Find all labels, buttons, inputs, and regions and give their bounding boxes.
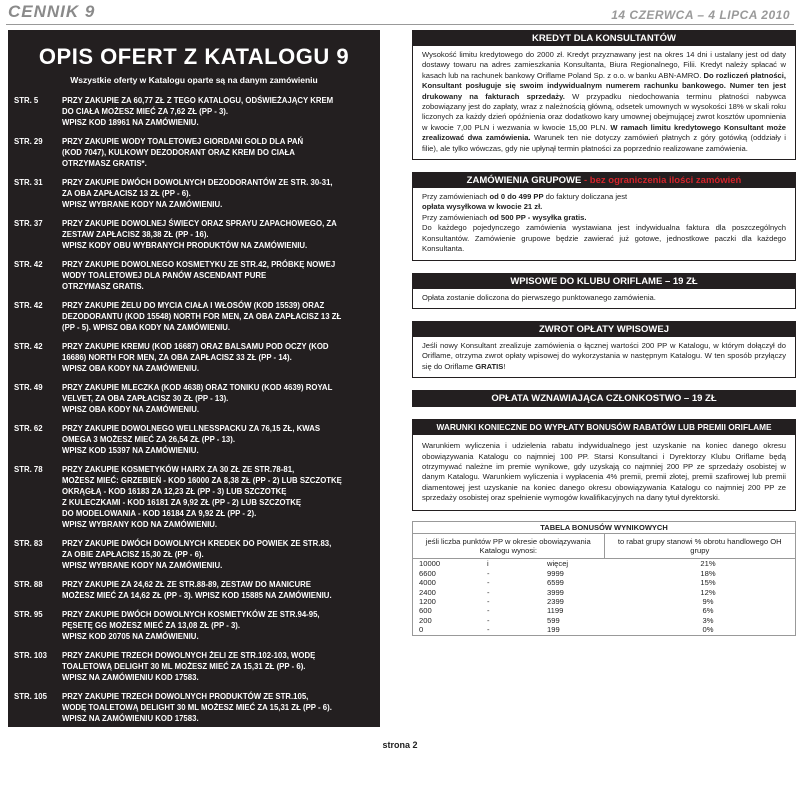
bonus-table-header-points: jeśli liczba punktów PP w okresie obowiązywania Katalogu wynosi: [413,534,604,559]
offer-item [14,259,372,292]
bonus-percent: 12% [700,587,716,597]
offer-text: PRZY ZAKUPIE KREMU (KOD 16687) ORAZ BALSAMU POD OCZY (KOD 16686) NORTH FOR MEN, ZA OBA ZAPŁACISZ 33 ZŁ (PP - 14). WPISZ OBA KODY NA ZAMÓWIENIU. [62,342,329,373]
table-row [413,616,795,625]
offer-text: PRZY ZAKUPIE DOWOLNEJ ŚWIECY ORAZ SPRAYU ZAPACHOWEGO, ZA ZESTAW ZAPŁACISZ 38,38 ZŁ (PP - 16). WPISZ KODY OBU WYBRANYCH PRODUKTÓW NA ZAMÓWIENIU. [62,219,337,250]
credit-p2: W przypadku niedochowania terminu płatności nabywca zobowiązany jest do zapłaty, wraz z należnością główną, odsetek umownych w wysokości 18% w skali roku liczonych za każdy dzień opóźnienia oraz dodatkowo kary umownej obejmującej zwrot kosztów upomnienia w kwocie 7,00 PLN i wezwania w kwocie 15,00 PLN. [422,91,786,132]
bonus-percent: 3% [702,615,714,625]
offer-text: PRZY ZAKUPIE DWÓCH DOWOLNYCH KOSMETYKÓW ZE STR.94-95, PĘSETĘ GG MOŻESZ MIEĆ ZA 13,08 ZŁ (PP - 3). WPISZ KOD 20705 NA ZAMÓWIENIU. [62,610,320,641]
offer-page: STR. 42 [14,260,43,269]
offer-item [14,218,372,251]
offer-page: STR. 105 [14,692,47,701]
bonus-conditions-section [412,419,796,510]
offer-page: STR. 83 [14,539,43,548]
offer-item [14,136,372,169]
renewal-fee-section [412,390,796,407]
group-orders-text [413,188,795,259]
offer-text: PRZY ZAKUPIE TRZECH DOWOLNYCH ŻELI ZE STR.102-103, WODĘ TOALETOWĄ DELIGHT 30 ML MOŻESZ MIEĆ ZA 15,31 ZŁ (PP - 6). WPISZ NA ZAMÓWIENIU KOD 17583. [62,651,316,682]
table-row [413,606,795,615]
credit-bold-1: Do rozliczeń płatności, Konsultant posługuje się swoim indywidualnym numerem rachunku bankowego. Numer ten jest drukowany na fakturach sprzedaży. [422,70,787,101]
credit-text [413,46,795,159]
offer-text: PRZY ZAKUPIE DOWOLNEGO WELLNESSPACKU ZA 76,15 ZŁ, KWAS OMEGA 3 MOŻESZ MIEĆ ZA 26,54 ZŁ (PP - 13). WPISZ KOD 15397 NA ZAMÓWIENIU. [62,424,321,455]
offer-item [14,300,372,333]
renewal-fee-title: OPŁATA WZNAWIAJĄCA CZŁONKOSTWO – 19 ZŁ [413,391,795,406]
credit-title: KREDYT DLA KONSULTANTÓW [413,31,795,46]
table-row [413,559,795,568]
offer-page: STR. 103 [14,651,47,660]
bonus-points-to: 3999 [547,587,564,597]
offer-text: PRZY ZAKUPIE TRZECH DOWOLNYCH KOSMETYKÓW WINOGRONO- WYCH ZE STR.106-107, WODĘ TOALETOWĄ DELIGHT 30 ML MOŻESZ MIEĆ ZA 15,31 ZŁ (PP - 6). WPISZ NA ZAMÓWIENIU KOD 17583. [62,733,345,764]
offer-text: PRZY ZAKUPIE KOSMETYKÓW HAIRX ZA 30 ZŁ ZE STR.78-81, MOŻESZ MIEĆ: GRZEBIEŃ - KOD 16000 ZA 8,38 ZŁ (PP - 2) LUB SZCZOTKĘ OKRĄGŁĄ - KOD 16183 ZA 12,23 ZŁ (PP - 3) LUB SZCZOTKĘ Z KULECZKAMI - KOD 16181 ZA 9,92 ZŁ (PP - 2) LUB SZCZOTKĘ DO MODELOWANIA - KOD 16184 ZA 9,92 ZŁ (PP - 2). WPISZ WYBRANY KOD NA ZAMÓWIENIU. [62,465,342,529]
bonus-points-from: 200 [419,615,432,625]
bonus-points-separator: i [487,559,489,569]
offer-page: STR. 88 [14,580,43,589]
entry-fee-section [412,273,796,309]
offer-page: STR. 37 [14,219,43,228]
bonus-table-rows [413,559,795,634]
bonus-percent: 6% [702,606,714,616]
offer-page: STR. 5 [14,96,39,105]
offers-subheading: Wszystkie oferty w Katalogu oparte są na danym zamówieniu [70,75,318,85]
offer-page: STR. 42 [14,301,43,310]
offer-item [14,177,372,210]
catalog-dates: 14 CZERWCA – 4 LIPCA 2010 [611,8,790,22]
group-orders-title [413,173,795,188]
credit-p1: Wysokość limitu kredytowego do 2000 zł. Kredyt przyznawany jest na okres 14 dni i ustalany jest od daty dostawy towaru na adres zamieszkania Konsultanta, Biura Regionalnego, Filii. Kredyt należy spłacać w kasach lub na rachunek bankowy Oriflame Poland Sp. z o.o. w banku ABN-AMRO. [422,50,786,80]
table-row [413,569,795,578]
bonus-points-to: 1199 [547,606,564,616]
offer-page: STR. 107 [14,733,47,742]
bonus-points-to: 599 [547,615,560,625]
offer-text: PRZY ZAKUPIE DOWOLNEGO KOSMETYKU ZE STR.42, PRÓBKĘ NOWEJ WODY TOALETOWEJ DLA PANÓW ASCENDANT PURE OTRZYMASZ GRATIS. [62,260,336,291]
bonus-conditions-title: WARUNKI KONIECZNE DO WYPŁATY BONUSÓW RABATÓW LUB PREMII ORIFLAME [413,420,795,435]
entry-fee-title: WPISOWE DO KLUBU ORIFLAME – 19 ZŁ [413,274,795,289]
offer-page: STR. 42 [14,342,43,351]
bonus-points-from: 4000 [419,578,436,588]
bonus-percent: 21% [700,559,716,569]
offer-page: STR. 95 [14,610,43,619]
offers-list [8,95,380,765]
bonus-points-separator: - [487,587,490,597]
info-column [412,30,796,636]
offer-page: STR. 29 [14,137,43,146]
bonus-points-from: 6600 [419,568,436,578]
bonus-percent: 9% [702,597,714,606]
offers-heading: OPIS OFERT Z KATALOGU 9 [38,44,350,69]
group-orders-line-2: opłata wysyłkowa w kwocie 21 zł. [422,202,543,212]
bonus-points-separator: - [487,568,490,578]
bonus-table-title: TABELA BONUSÓW WYNIKOWYCH [413,522,795,534]
credit-p3: Warunek ten nie dotyczy zamówień płatnych z góry gotówką (oddziały i filie), ale tylko wówczas, gdy nie upłynął termin płatności za poprzednio realizowane zamówienia. [422,133,786,153]
offer-text: PRZY ZAKUPIE DWÓCH DOWOLNYCH DEZODORANTÓW ZE STR. 30-31, ZA OBA ZAPŁACISZ 13 ZŁ (PP - 6). WPISZ WYBRANE KODY NA ZAMÓWIENIU. [62,178,333,209]
table-row [413,597,795,606]
group-orders-title-suffix: - bez ograniczenia ilości zamówień [581,175,742,187]
bonus-points-to: 2399 [547,597,564,606]
offer-text: PRZY ZAKUPIE ŻELU DO MYCIA CIAŁA I WŁOSÓW (KOD 15539) ORAZ DEZODORANTU (KOD 15548) NORTH FOR MEN, ZA OBA ZAPŁACISZ 13 ZŁ (PP - 5). WPISZ OBA KODY NA ZAMÓWIENIU. [62,301,342,332]
offer-item [14,423,372,456]
bonus-points-to: 6599 [547,578,564,588]
offer-item [14,650,372,683]
bonus-percent: 15% [700,578,716,588]
offer-text: PRZY ZAKUPIE ZA 60,77 ZŁ Z TEGO KATALOGU, ODŚWIEŻAJĄCY KREM DO CIAŁA MOŻESZ MIEĆ ZA 7,62 ZŁ (PP - 3). WPISZ KOD 18961 NA ZAMÓWIENIU. [62,96,334,127]
offer-text: PRZY ZAKUPIE WODY TOALETOWEJ GIORDANI GOLD DLA PAŃ (KOD 7047), KULKOWY DEZODORANT ORAZ KREM DO CIAŁA OTRZYMASZ GRATIS*. [62,137,304,168]
offer-text: PRZY ZAKUPIE ZA 24,62 ZŁ ZE STR.88-89, ZESTAW DO MANICURE MOŻESZ MIEĆ ZA 14,62 ZŁ (PP - 3). WPISZ KOD 15885 NA ZAMÓWIENIU. [62,580,332,600]
group-orders-line-1: Przy zamówieniach od 0 do 499 PP do faktury doliczana jest [422,192,628,202]
offers-panel [8,30,380,808]
bonus-points-to: 9999 [547,568,564,578]
catalog-title: CENNIK 9 [8,2,96,21]
bonus-points-from: 600 [419,606,432,616]
bonus-points-separator: - [487,578,490,588]
table-row [413,578,795,587]
credit-bold-2: W ramach limitu kredytowego Konsultant może zrealizować dwa zamówienia. [422,122,786,143]
offer-text: PRZY ZAKUPIE TRZECH DOWOLNYCH PRODUKTÓW ZE STR.105, WODĘ TOALETOWĄ DELIGHT 30 ML MOŻESZ MIEĆ ZA 15,31 ZŁ (PP - 6). WPISZ NA ZAMÓWIENIU KOD 17583. [62,692,332,723]
bonus-points-from: 10000 [419,559,441,569]
offer-item [14,609,372,642]
bonus-points-from: 2400 [419,587,436,597]
page-header [0,0,800,30]
offer-page: STR. 31 [14,178,43,187]
offer-item [14,538,372,571]
group-orders-paragraph: Do każdego pojedynczego zamówienia wystawiana jest indywidualna faktura dla poszczególnych Konsultantów. Zamówienie grupowe będzie zawierać już gotowe, jednostkowe paczki dla każdego Konsultanta. [422,223,786,254]
bonus-points-to: więcej [547,559,569,569]
offers-footnote: * POMIMO TEGO, ŻE NA FAKTURZE WIDNIEJE CENA PRODUKTU GRATIS, W RZECZYWISTOŚCI OTRZYMUJESZ GO ZA DARMO, PONIEWAŻ DANA KWOTA ZOSTAŁA ODJĘTA OD CENY POZOSTAŁYCH PRODUKTÓW. [41,774,347,808]
bonus-percent: 18% [700,568,716,578]
bonus-points-separator: - [487,625,490,635]
offer-item [14,382,372,415]
offer-item [14,95,372,128]
offer-page: STR. 62 [14,424,43,433]
fee-refund-title: ZWROT OPŁATY WPISOWEJ [413,322,795,337]
header-divider [6,24,794,25]
entry-fee-text: Opłata zostanie doliczona do pierwszego punktowanego zamówienia. [422,292,656,302]
fee-refund-section [412,321,796,378]
bonus-points-from: 0 [419,625,424,635]
page-number: strona 2 [382,740,418,750]
group-orders-section [412,172,796,260]
offer-item [14,579,372,601]
fee-refund-text: Jeśli nowy Konsultant zrealizuje zamówienia o łącznej wartości 200 PP w Katalogu, w którym dołączył do Oriflame, otrzyma zwrot opłaty wpisowej do wykorzystania w następnym Katalogu. W ten sposób przyłączy się do Oriflame GRATIS! [422,340,786,371]
offer-page: STR. 49 [14,383,43,392]
bonus-table-header-rebate: to rabat grupy stanowi % obrotu handlowego OH grupy [604,534,795,559]
bonus-percent: 0% [702,625,714,635]
bonus-points-separator: - [487,606,490,616]
offer-page: STR. 78 [14,465,43,474]
offer-item [14,464,372,530]
table-row [413,588,795,597]
offer-item [14,691,372,724]
offer-item [14,341,372,374]
credit-section [412,30,796,160]
group-orders-line-3: Przy zamówieniach od 500 PP - wysyłka gratis. [422,212,587,222]
bonus-points-separator: - [487,615,490,625]
offer-text: PRZY ZAKUPIE DWÓCH DOWOLNYCH KREDEK DO POWIEK ZE STR.83, ZA OBIE ZAPŁACISZ 15,30 ZŁ (PP - 6). WPISZ WYBRANE KODY NA ZAMÓWIENIU. [62,539,332,570]
bonus-points-to: 199 [547,625,560,635]
table-row [413,625,795,634]
bonus-table [412,521,796,636]
bonus-points-separator: - [487,597,490,606]
bonus-conditions-text: Warunkiem wyliczenia i udzielenia rabatu indywidualnego jest uzyskanie na koniec danego okresu obowiązywania Katalogu co najmniej 100 PP. Starsi Konsultanci i Dyrektorzy Klubu Oriflame będą otrzymywać należne im premie wynikowe, gdy uzyskają co najmniej 200 PP ze sprzedaży osobistej w danym Katalogu. Warunkiem wyliczenia i wypłacenia 4% premii, premii złotej, premii szafirowej lub premii diamentowej jest uzyskanie na koniec danego okresu obowiązywania Katalogu co najmniej 200 PP ze sprzedaży osobistej oraz spełnienie wymogów kwalifikacyjnych na dany tytuł dyrektorski. [422,441,786,503]
offer-text: PRZY ZAKUPIE MLECZKA (KOD 4638) ORAZ TONIKU (KOD 4639) ROYAL VELVET, ZA OBA ZAPŁACISZ 30 ZŁ (PP - 13). WPISZ OBA KODY NA ZAMÓWIENIU. [62,383,333,414]
group-orders-title-main: ZAMÓWIENIA GRUPOWE [466,175,582,187]
bonus-points-from: 1200 [419,597,436,606]
